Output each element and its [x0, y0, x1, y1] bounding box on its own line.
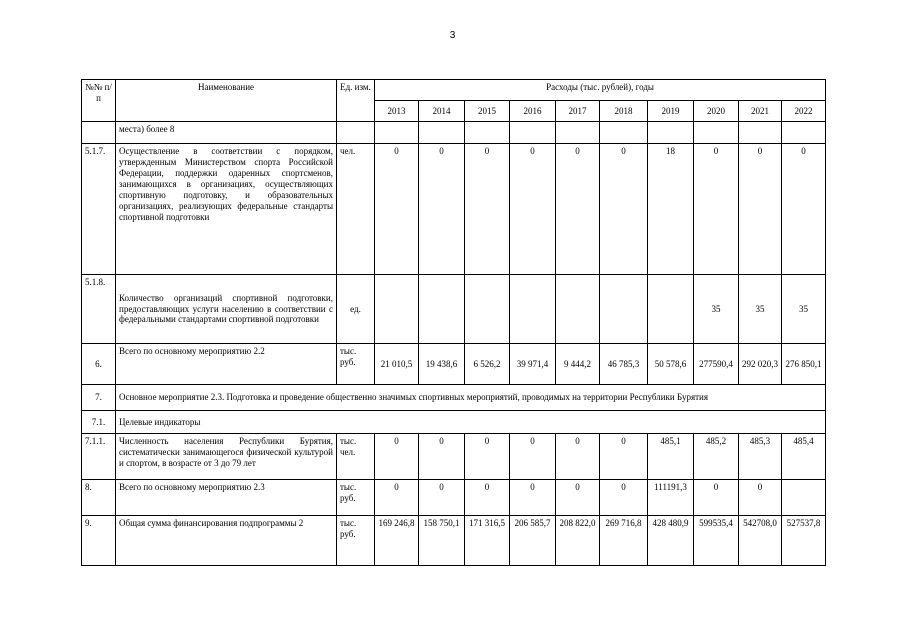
row-value: 111191,3 — [648, 480, 694, 516]
header-expenses: Расходы (тыс. рублей), годы — [375, 80, 826, 101]
table-row — [82, 385, 826, 411]
header-year: 2020 — [694, 101, 739, 122]
row-unit: тыс. руб. — [337, 516, 375, 566]
row-unit — [337, 122, 375, 144]
row-value: 428 480,9 — [648, 516, 694, 566]
table-row — [82, 344, 826, 385]
row-value: 0 — [419, 480, 465, 516]
row-value: 485,3 — [739, 434, 782, 480]
row-value: 0 — [600, 144, 648, 275]
row-value: 169 246,8 — [375, 516, 419, 566]
row-name: Общая сумма финансирования подпрограммы 2 — [116, 516, 337, 566]
section-title: Основное мероприятие 2.3. Подготовка и проведение общественно значимых спортивных мероприятий, проводимых на территории Республики Бурятия — [116, 385, 826, 411]
header-year: 2018 — [600, 101, 648, 122]
row-value — [694, 122, 739, 144]
table-row — [82, 411, 826, 434]
row-value: 0 — [465, 144, 510, 275]
budget-table — [81, 79, 826, 566]
row-value: 599535,4 — [694, 516, 739, 566]
header-year: 2019 — [648, 101, 694, 122]
page-number: 3 — [449, 30, 456, 41]
row-value: 292 020,3 — [739, 344, 782, 385]
row-value: 0 — [510, 144, 556, 275]
row-value: 171 316,5 — [465, 516, 510, 566]
row-value: 206 585,7 — [510, 516, 556, 566]
row-number: 8. — [82, 480, 116, 516]
row-name: Численность населения Республики Бурятия, систематически занимающегося физической культурой и спортом, в возрасте от 3 до 79 лет — [116, 434, 337, 480]
table-body — [82, 122, 826, 566]
row-value — [739, 122, 782, 144]
row-value — [556, 275, 600, 344]
row-number: 5.1.8. — [82, 275, 116, 344]
row-value: 277590,4 — [694, 344, 739, 385]
row-value: 0 — [600, 434, 648, 480]
row-value: 485,2 — [694, 434, 739, 480]
row-value: 276 850,1 — [782, 344, 826, 385]
row-value — [465, 122, 510, 144]
header-year: 2021 — [739, 101, 782, 122]
row-value — [600, 275, 648, 344]
row-number: 7.1. — [82, 411, 116, 434]
table-row — [82, 122, 826, 144]
row-value — [375, 275, 419, 344]
header-name: Наименование — [116, 80, 337, 122]
row-value: 0 — [694, 144, 739, 275]
row-number: 5.1.7. — [82, 144, 116, 275]
row-value: 50 578,6 — [648, 344, 694, 385]
row-value: 542708,0 — [739, 516, 782, 566]
row-value: 0 — [739, 480, 782, 516]
row-name: Количество организаций спортивной подготовки, предоставляющих услуги населению в соответствии с федеральными стандартами спортивной подготовки — [116, 275, 337, 344]
row-value: 0 — [694, 480, 739, 516]
row-value — [419, 122, 465, 144]
table-row — [82, 516, 826, 566]
row-value: 0 — [465, 434, 510, 480]
table-row — [82, 275, 826, 344]
row-number: 9. — [82, 516, 116, 566]
row-value — [465, 275, 510, 344]
row-number: 7. — [82, 385, 116, 411]
row-value: 0 — [375, 434, 419, 480]
row-value — [600, 122, 648, 144]
row-value: 9 444,2 — [556, 344, 600, 385]
header-year: 2013 — [375, 101, 419, 122]
row-value — [648, 122, 694, 144]
header-year: 2022 — [782, 101, 826, 122]
row-unit: тыс. чел. — [337, 434, 375, 480]
row-value: 0 — [419, 144, 465, 275]
row-value: 0 — [419, 434, 465, 480]
row-value: 0 — [556, 144, 600, 275]
row-value — [510, 275, 556, 344]
row-value: 35 — [782, 275, 826, 344]
section-title: Целевые индикаторы — [116, 411, 826, 434]
row-unit: чел. — [337, 144, 375, 275]
header-year: 2014 — [419, 101, 465, 122]
row-value: 208 822,0 — [556, 516, 600, 566]
row-name: Осуществление в соответствии с порядком, утвержденным Министерством спорта Российской Федерации, поддержки одаренных спортсменов, занимающихся в организациях, осуществляющих спортивную подготовку, и образовательных организациях, реализующих федеральные стандарты спортивной подготовки — [116, 144, 337, 275]
table-row — [82, 144, 826, 275]
row-number: 7.1.1. — [82, 434, 116, 480]
row-value: 19 438,6 — [419, 344, 465, 385]
row-value: 35 — [739, 275, 782, 344]
row-value — [782, 480, 826, 516]
row-value: 485,4 — [782, 434, 826, 480]
row-value: 0 — [510, 434, 556, 480]
row-value: 46 785,3 — [600, 344, 648, 385]
table-row — [82, 480, 826, 516]
header-year: 2017 — [556, 101, 600, 122]
row-unit: тыс. руб. — [337, 480, 375, 516]
row-unit: ед. — [337, 275, 375, 344]
row-value: 18 — [648, 144, 694, 275]
row-value: 0 — [556, 434, 600, 480]
header-year: 2016 — [510, 101, 556, 122]
row-name: Всего по основному мероприятию 2.3 — [116, 480, 337, 516]
row-value — [782, 122, 826, 144]
row-value: 485,1 — [648, 434, 694, 480]
row-value: 35 — [694, 275, 739, 344]
row-value: 0 — [510, 480, 556, 516]
row-value: 0 — [600, 480, 648, 516]
header-year: 2015 — [465, 101, 510, 122]
row-value: 39 971,4 — [510, 344, 556, 385]
header-num: №№ п/п — [82, 80, 116, 122]
row-value: 0 — [782, 144, 826, 275]
row-value: 0 — [375, 480, 419, 516]
row-value: 21 010,5 — [375, 344, 419, 385]
row-value — [556, 122, 600, 144]
row-unit: тыс. руб. — [337, 344, 375, 385]
table-row — [82, 434, 826, 480]
header-unit: Ед. изм. — [337, 80, 375, 122]
row-value — [375, 122, 419, 144]
row-value: 6 526,2 — [465, 344, 510, 385]
row-value: 158 750,1 — [419, 516, 465, 566]
row-value — [648, 275, 694, 344]
row-value: 0 — [556, 480, 600, 516]
row-value: 527537,8 — [782, 516, 826, 566]
row-value: 0 — [739, 144, 782, 275]
row-value: 269 716,8 — [600, 516, 648, 566]
row-name: места) более 8 — [116, 122, 337, 144]
row-value: 0 — [465, 480, 510, 516]
row-number — [82, 122, 116, 144]
row-value — [510, 122, 556, 144]
row-number: 6. — [82, 344, 116, 385]
row-value: 0 — [375, 144, 419, 275]
row-value — [419, 275, 465, 344]
row-name: Всего по основному мероприятию 2.2 — [116, 344, 337, 385]
